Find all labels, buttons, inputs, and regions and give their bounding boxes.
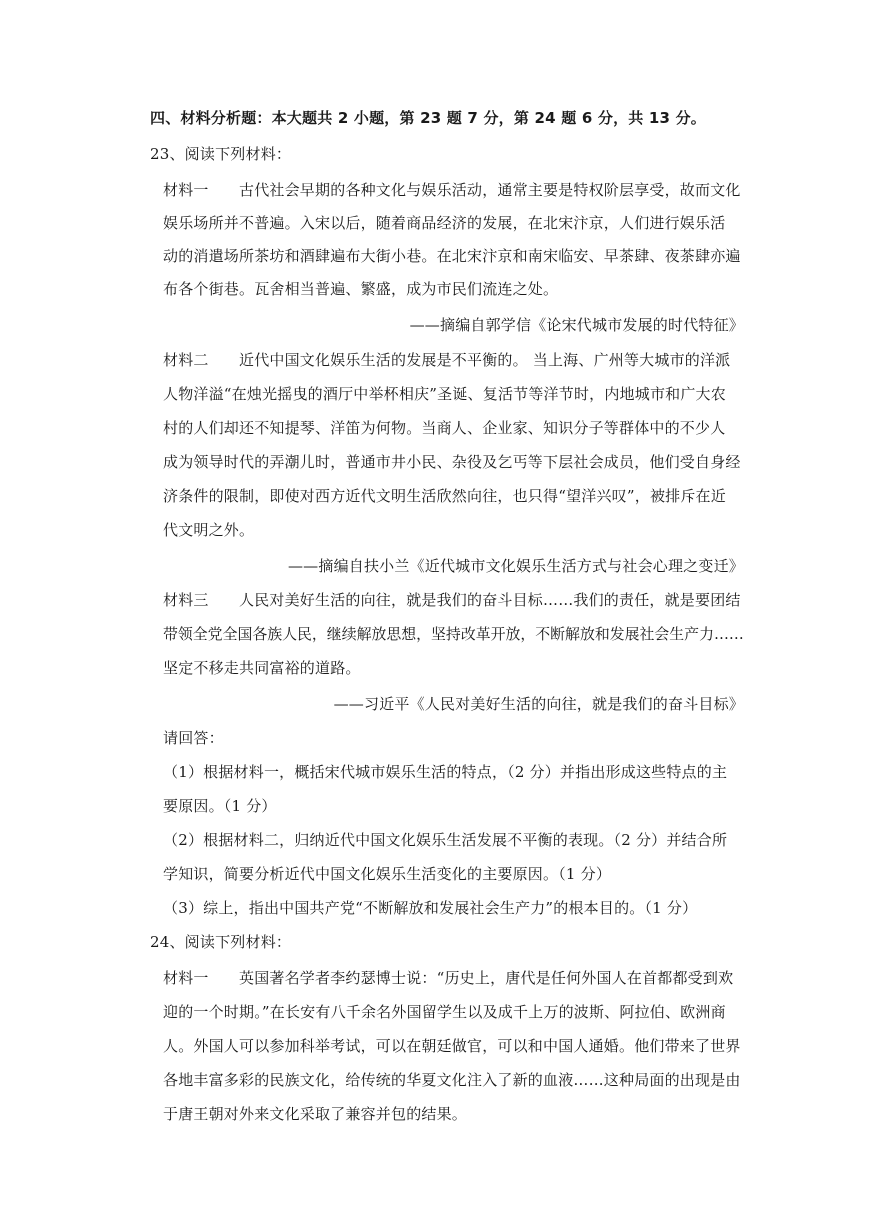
q23-material3-line: 材料三 人民对美好生活的向往，就是我们的奋斗目标……我们的责任，就是要团结 xyxy=(163,591,741,609)
q23-material1-line: 娱乐场所并不普遍。入宋以后，随着商品经济的发展，在北宋汴京，人们进行娱乐活 xyxy=(163,214,726,232)
q23-subquestion-1: 要原因。（1 分） xyxy=(163,797,277,815)
q23-material3-line: 坚定不移走共同富裕的道路。 xyxy=(163,659,361,677)
q23-material2-line: 成为领导时代的弄潮儿时，普通市井小民、杂役及乞丐等下层社会成员，他们受自身经 xyxy=(163,453,741,471)
q23-material2-line: 村的人们却还不知提琴、洋笛为何物。当商人、企业家、知识分子等群体中的不少人 xyxy=(163,419,726,437)
q23-material2-line: 材料二 近代中国文化娱乐生活的发展是不平衡的。 当上海、广州等大城市的洋派 xyxy=(163,351,731,369)
q23-material3-line: 带领全党全国各族人民，继续解放思想，坚持改革开放，不断解放和发展社会生产力…… xyxy=(163,625,744,643)
q23-prompt: 请回答： xyxy=(163,729,224,747)
q24-material1-line: 人。外国人可以参加科举考试，可以在朝廷做官，可以和中国人通婚。他们带来了世界 xyxy=(163,1037,741,1055)
q23-material2-line: 人物洋溢“在烛光摇曳的酒厅中举杯相庆”圣诞、复活节等洋节时，内地城市和广大农 xyxy=(163,385,726,403)
q23-material1-line: 布各个街巷。瓦舍相当普遍、繁盛，成为市民们流连之处。 xyxy=(163,280,559,298)
q24-material1-line: 材料一 英国著名学者李约瑟博士说：“历史上，唐代是任何外国人在首都都受到欢 xyxy=(163,969,734,987)
question-24-heading: 24、阅读下列材料： xyxy=(150,933,292,951)
q23-material1-line: 动的消遣场所茶坊和酒肆遍布大街小巷。在北宋汴京和南宋临安、早茶肆、夜茶肆亦遍 xyxy=(163,247,741,265)
q24-material1-line: 迎的一个时期。”在长安有八千余名外国留学生以及成千上万的波斯、阿拉伯、欧洲商 xyxy=(163,1003,726,1021)
q23-subquestion-1: （1）根据材料一，概括宋代城市娱乐生活的特点，（2 分）并指出形成这些特点的主 xyxy=(163,763,728,781)
q23-material2-line: 济条件的限制，即使对西方近代文明生活欣然向往，也只得“望洋兴叹”，被排斥在近 xyxy=(163,487,726,505)
q24-material1-line: 于唐王朝对外来文化采取了兼容并包的结果。 xyxy=(163,1105,468,1123)
q23-material2-line: 代文明之外。 xyxy=(163,521,255,539)
q23-subquestion-2: （2）根据材料二，归纳近代中国文化娱乐生活发展不平衡的表现。（2 分）并结合所 xyxy=(163,831,728,849)
q24-material1-line: 各地丰富多彩的民族文化，给传统的华夏文化注入了新的血液……这种局面的出现是由 xyxy=(163,1071,741,1089)
q23-material1-line: 材料一 古代社会早期的各种文化与娱乐活动，通常主要是特权阶层享受，故而文化 xyxy=(163,181,741,199)
q23-material2-source: ——摘编自扶小兰《近代城市文化娱乐生活方式与社会心理之变迁》 xyxy=(287,557,744,575)
question-23-heading: 23、阅读下列材料： xyxy=(150,145,292,163)
q23-material1-source: ——摘编自郭学信《论宋代城市发展的时代特征》 xyxy=(409,316,744,334)
q23-subquestion-2: 学知识，简要分析近代中国文化娱乐生活变化的主要原因。（1 分） xyxy=(163,865,612,883)
q23-subquestion-3: （3）综上，指出中国共产党“不断解放和发展社会生产力”的根本目的。（1 分） xyxy=(163,899,698,917)
q23-material3-source: ——习近平《人民对美好生活的向往，就是我们的奋斗目标》 xyxy=(333,695,744,713)
section-title: 四、材料分析题：本大题共 2 小题，第 23 题 7 分，第 24 题 6 分，共 13 分。 xyxy=(150,109,707,127)
